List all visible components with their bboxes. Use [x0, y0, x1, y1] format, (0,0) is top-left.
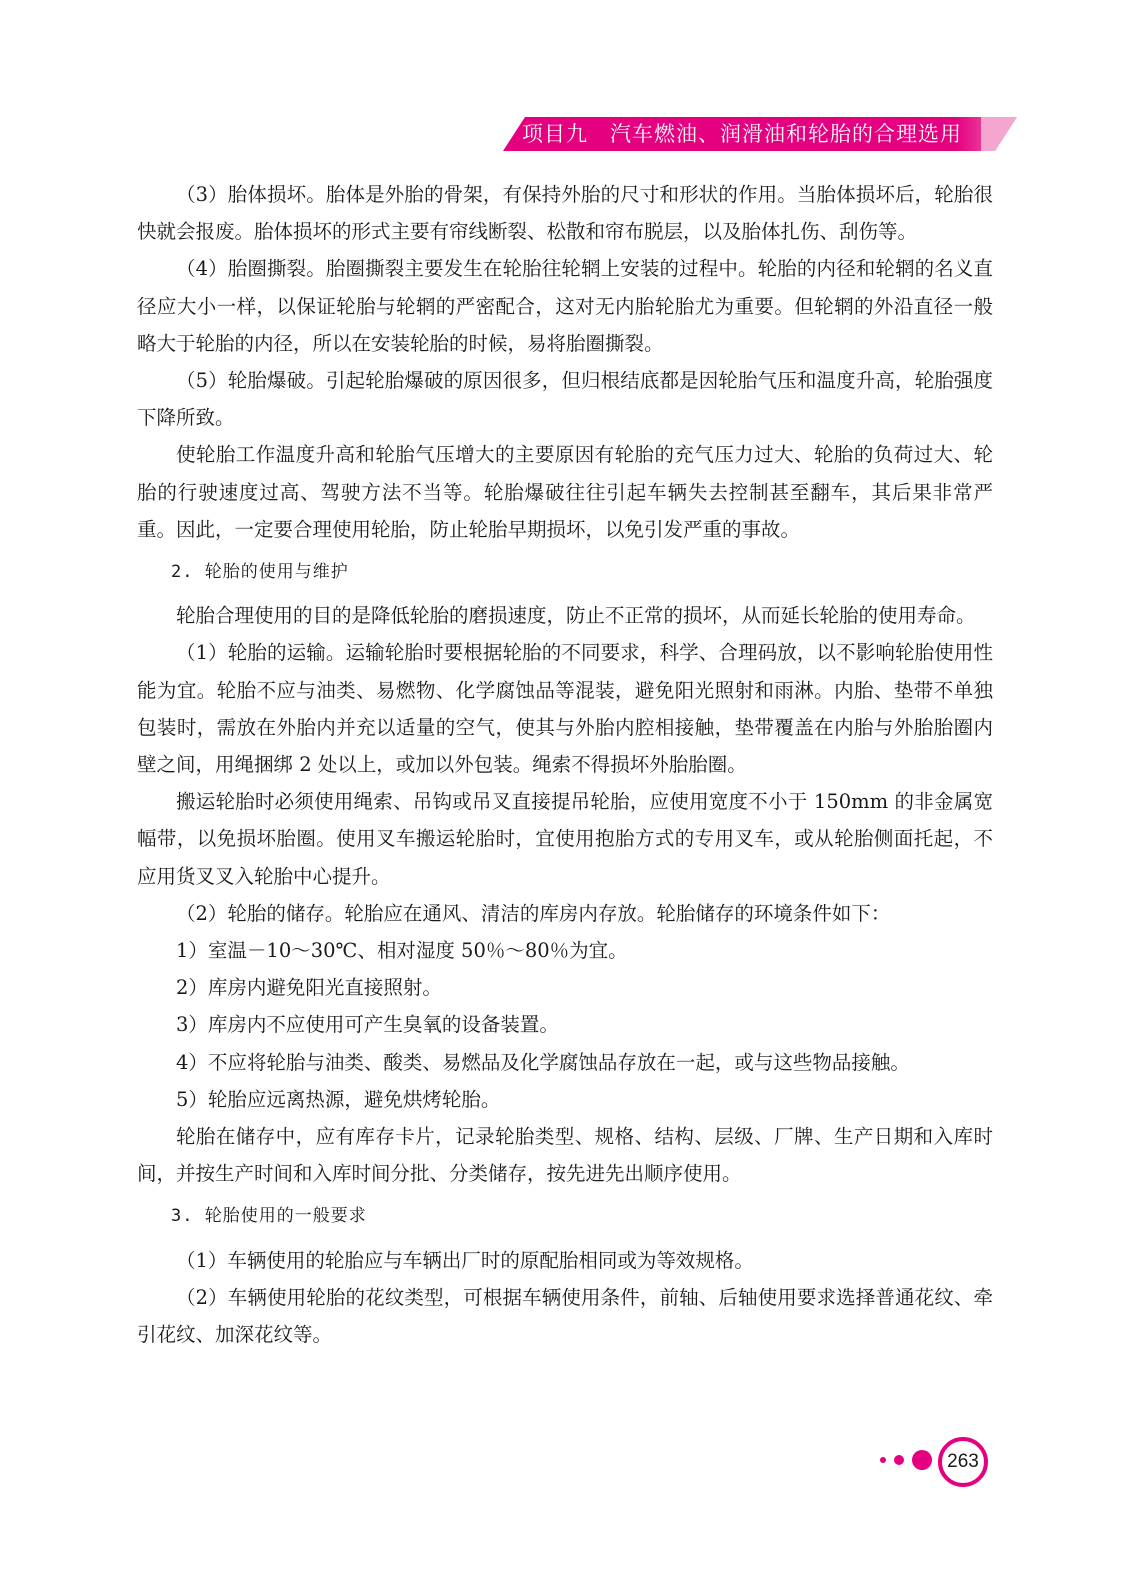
- decor-dot-large-icon: [912, 1450, 932, 1470]
- paragraph: （1）轮胎的运输。运输轮胎时要根据轮胎的不同要求，科学、合理码放，以不影响轮胎使用性能为宜。轮胎不应与油类、易燃物、化学腐蚀品等混装，避免阳光照射和雨淋。内胎、垫带不单独包装时，需放在外胎内并充以适量的空气，使其与外胎内腔相接触，垫带覆盖在内胎与外胎胎圈内壁之间，用绳捆绑 2 处以上，或加以外包装。绳索不得损坏外胎胎圈。: [137, 641, 993, 777]
- list-item: 2）库房内避免阳光直接照射。: [176, 976, 442, 1000]
- page-number: 263: [938, 1437, 988, 1487]
- paragraph: （1）车辆使用的轮胎应与车辆出厂时的原配胎相同或为等效规格。: [176, 1248, 754, 1272]
- list-item: 5）轮胎应远离热源，避免烘烤轮胎。: [176, 1087, 501, 1111]
- decor-dot-medium-icon: [894, 1455, 904, 1465]
- paragraph: 轮胎在储存中，应有库存卡片，记录轮胎类型、规格、结构、层级、厂牌、生产日期和入库时间，并按生产时间和入库时间分批、分类储存，按先进先出顺序使用。: [137, 1125, 993, 1186]
- paragraph: （4）胎圈撕裂。胎圈撕裂主要发生在轮胎往轮辋上安装的过程中。轮胎的内径和轮辋的名义直径应大小一样，以保证轮胎与轮辋的严密配合，这对无内胎轮胎尤为重要。但轮辋的外沿直径一般略大于轮胎的内径，所以在安装轮胎的时候，易将胎圈撕裂。: [137, 257, 993, 355]
- paragraph: 轮胎合理使用的目的是降低轮胎的磨损速度，防止不正常的损坏，从而延长轮胎的使用寿命。: [176, 604, 976, 628]
- header-band-stripe: [981, 117, 1017, 151]
- page-footer: [878, 1435, 988, 1485]
- paragraph: （5）轮胎爆破。引起轮胎爆破的原因很多，但归根结底都是因轮胎气压和温度升高，轮胎强度下降所致。: [137, 369, 993, 430]
- list-item: 4）不应将轮胎与油类、酸类、易燃品及化学腐蚀品存放在一起，或与这些物品接触。: [176, 1050, 910, 1074]
- paragraph: 使轮胎工作温度升高和轮胎气压增大的主要原因有轮胎的充气压力过大、轮胎的负荷过大、轮胎的行驶速度过高、驾驶方法不当等。轮胎爆破往往引起车辆失去控制甚至翻车，其后果非常严重。因此，一定要合理使用轮胎，防止轮胎早期损坏，以免引发严重的事故。: [137, 443, 993, 541]
- paragraph: （2）轮胎的储存。轮胎应在通风、清洁的库房内存放。轮胎储存的环境条件如下：: [176, 901, 891, 925]
- page-body: [137, 176, 993, 1353]
- list-item: 1）室温－10～30℃、相对湿度 50％～80％为宜。: [176, 939, 628, 963]
- chapter-title: 项目九 汽车燃油、润滑油和轮胎的合理选用: [522, 122, 962, 146]
- section-heading-3: 3. 轮胎使用的一般要求: [171, 1206, 367, 1227]
- decor-dot-small-icon: [880, 1457, 886, 1463]
- paragraph: （2）车辆使用轮胎的花纹类型，可根据车辆使用条件，前轴、后轴使用要求选择普通花纹、牵引花纹、加深花纹等。: [137, 1285, 993, 1347]
- paragraph: 搬运轮胎时必须使用绳索、吊钩或吊叉直接提吊轮胎，应使用宽度不小于 150mm 的非金属宽幅带，以免损坏胎圈。使用叉车搬运轮胎时，宜使用抱胎方式的专用叉车，或从轮胎侧面托起，不应用货叉叉入轮胎中心提升。: [137, 790, 993, 888]
- list-item: 3）库房内不应使用可产生臭氧的设备装置。: [176, 1013, 559, 1037]
- section-heading-2: 2. 轮胎的使用与维护: [171, 562, 349, 583]
- paragraph: （3）胎体损坏。胎体是外胎的骨架，有保持外胎的尺寸和形状的作用。当胎体损坏后，轮胎很快就会报废。胎体损坏的形式主要有帘线断裂、松散和帘布脱层，以及胎体扎伤、刮伤等。: [137, 183, 993, 244]
